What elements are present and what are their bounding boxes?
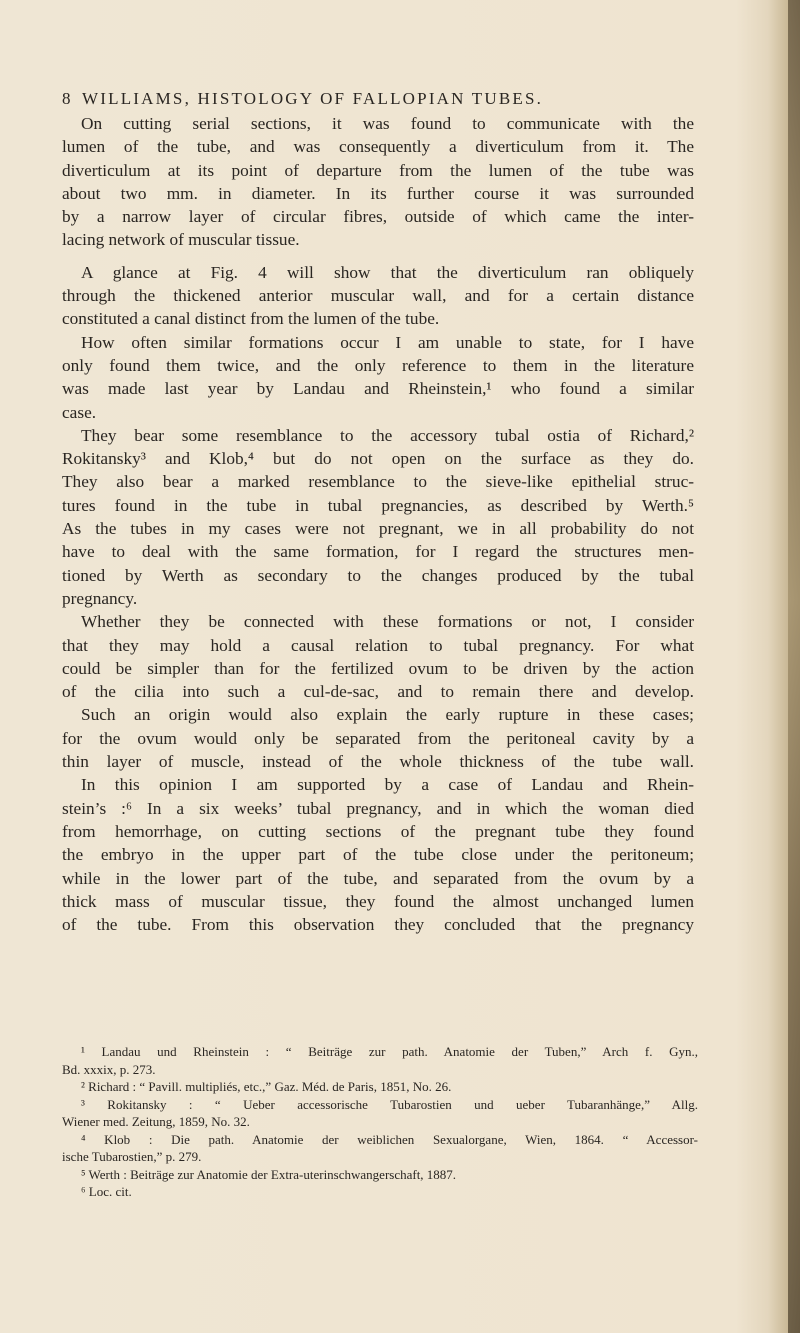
page-number: 8 [62,89,73,108]
text-line: In this opinion I am supported by a case of Landau and Rhein- [81,775,694,795]
text-line: of the tube. From this observation they concluded that the pregnancy [62,915,694,935]
text-line: tures found in the tube in tubal pregnancies, as described by Werth.⁵ [62,495,694,515]
text-line: lacing network of muscular tissue. [62,230,300,250]
text-line: of the cilia into such a cul-de-sac, and to remain there and develop. [62,682,694,702]
text-line: Whether they be connected with these formations or not, I consider [81,612,694,632]
text-line: the embryo in the upper part of the tube close under the peritoneum; [62,845,694,865]
footnote-line: ⁴ Klob : Die path. Anatomie der weiblichen Sexualorgane, Wien, 1864. “ Accessor- [81,1131,698,1147]
text-line: They also bear a marked resemblance to the sieve-like epithelial struc- [62,472,694,492]
text-line: have to deal with the same formation, for I regard the structures men- [62,542,694,562]
running-title: WILLIAMS, HISTOLOGY OF FALLOPIAN TUBES. [82,89,544,108]
footnote-line: ¹ Landau und Rheinstein : “ Beiträge zur path. Anatomie der Tuben,” Arch f. Gyn., [81,1044,698,1059]
text-line: thick mass of muscular tissue, they found the almost unchanged lumen [62,891,694,911]
text-line: On cutting serial sections, it was found to communicate with the [81,114,694,133]
footnote-line: ⁵ Werth : Beiträge zur Anatomie der Extra-uterinschwangerschaft, 1887. [81,1166,457,1182]
text-line: that they may hold a causal relation to tubal pregnancy. For what [62,635,694,655]
body-text [62,112,694,936]
footnote-line: ² Richard : “ Pavill. multipliés, etc.,” Gaz. Méd. de Paris, 1851, No. 26. [81,1079,452,1094]
text-line: They bear some resemblance to the accessory tubal ostia of Richard,² [81,425,694,445]
footnote-line: ³ Rokitansky : “ Ueber accessorische Tubarostien und ueber Tubaranhänge,” Allg. [81,1096,698,1112]
text-line: was made last year by Landau and Rheinstein,¹ who found a similar [62,379,694,399]
footnote-line: Bd. xxxix, p. 273. [62,1061,156,1077]
text-line: lumen of the tube, and was consequently a diverticulum from it. The [62,137,694,157]
text-line: thin layer of muscle, instead of the whole thickness of the tube wall. [62,752,694,772]
text-line: constituted a canal distinct from the lumen of the tube. [62,309,440,329]
text-line: only found them twice, and the only reference to them in the literature [62,355,694,375]
text-line: by a narrow layer of circular fibres, outside of which came the inter- [62,207,694,227]
footnote-line: ⁶ Loc. cit. [81,1184,132,1199]
text-line: through the thickened anterior muscular wall, and for a certain distance [62,286,694,306]
text-line: while in the lower part of the tube, and separated from the ovum by a [62,868,694,888]
footnote-line: ische Tubarostien,” p. 279. [62,1149,202,1164]
text-line: for the ovum would only be separated from the peritoneal cavity by a [62,728,694,748]
text-line: As the tubes in my cases were not pregnant, we in all probability do not [62,519,694,539]
text-line: could be simpler than for the fertilized ovum to be driven by the action [62,658,694,678]
text-line: diverticulum at its point of departure from the lumen of the tube was [62,160,694,180]
footnote-line: Wiener med. Zeitung, 1859, No. 32. [62,1114,250,1129]
text-line: Such an origin would also explain the early rupture in these cases; [81,705,694,725]
footnotes [62,1043,698,1201]
page-edge [788,0,800,1333]
text-line: stein’s :⁶ In a six weeks’ tubal pregnancy, and in which the woman died [62,798,694,818]
text-line: tioned by Werth as secondary to the changes produced by the tubal [62,565,694,585]
text-line: A glance at Fig. 4 will show that the diverticulum ran obliquely [81,262,694,282]
paragraph-gap [62,252,694,261]
text-line: about two mm. in diameter. In its further course it was surrounded [62,183,694,203]
text-line: from hemorrhage, on cutting sections of the pregnant tube they found [62,821,694,841]
text-line: case. [62,402,97,422]
text-line: pregnancy. [62,588,138,608]
text-line: How often similar formations occur I am unable to state, for I have [81,332,694,352]
running-header [62,89,702,111]
text-line: Rokitansky³ and Klob,⁴ but do not open on the surface as they do. [62,449,694,469]
